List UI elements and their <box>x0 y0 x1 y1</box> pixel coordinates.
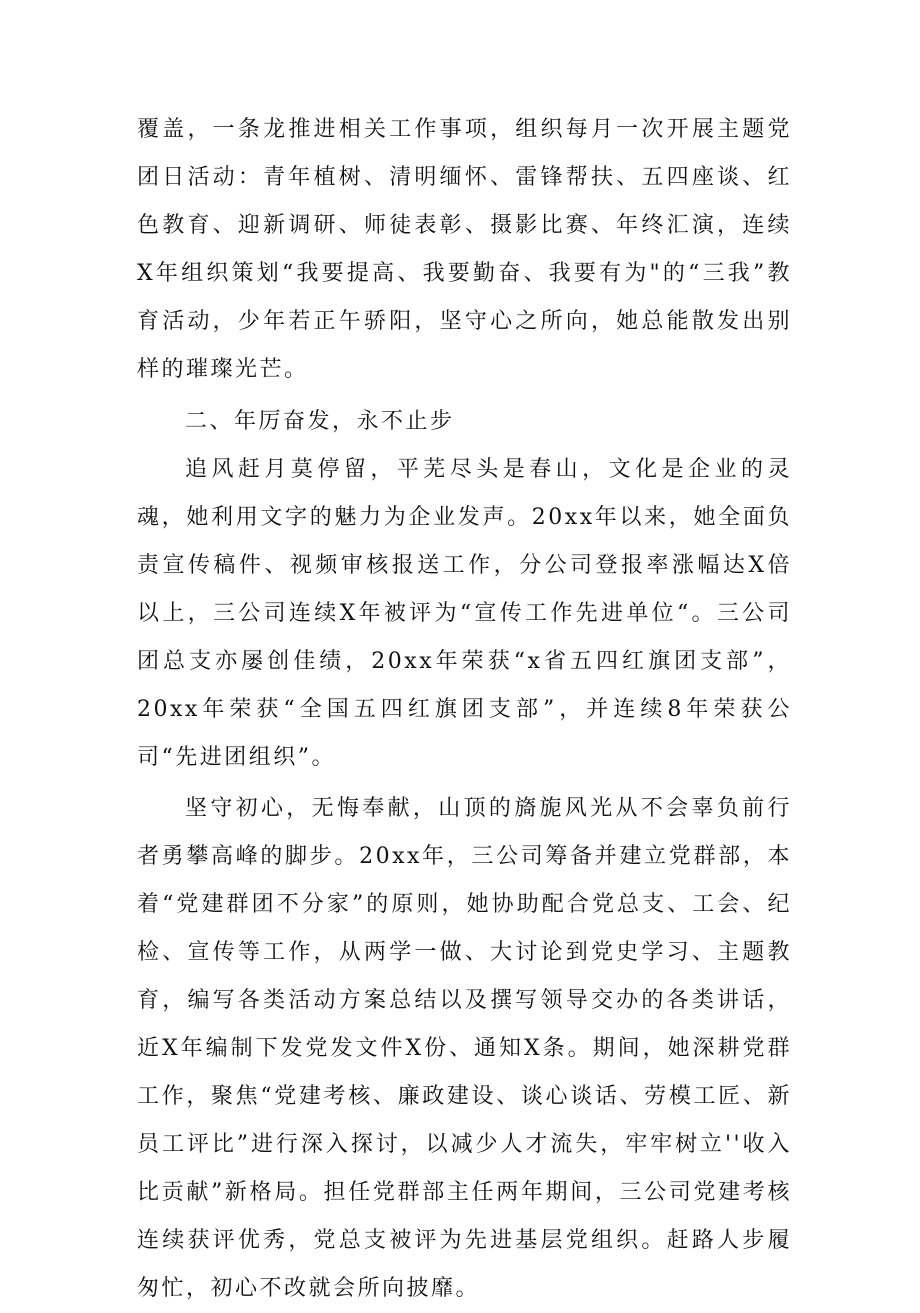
document-body <box>137 106 792 1313</box>
paragraph-party-work: 坚守初心，无悔奉献，山顶的旖旎风光从不会辜负前行者勇攀高峰的脚步。20xx年，三公司筹备并建立党群部，本着“党建群团不分家”的原则，她协助配合党总支、工会、纪检、宣传等工作，从两学一做、大讨论到党史学习、主题教育，编写各类活动方案总结以及撰写领导交办的各类讲话，近X年编制下发党发文件X份、通知X条。期间，她深耕党群工作，聚焦“党建考核、廉政建设、谈心谈话、劳模工匠、新员工评比”进行深入探讨，以减少人才流失，牢牢树立''收入比贡献”新格局。担任党群部主任两年期间，三公司党建考核连续获评优秀，党总支被评为先进基层党组织。赶路人步履匆忙，初心不改就会所向披靡。 <box>137 796 792 1301</box>
paragraph-culture: 追风赶月莫停留，平芜尽头是春山，文化是企业的灵魂，她利用文字的魅力为企业发声。20xx年以来，她全面负责宣传稿件、视频审核报送工作，分公司登报率涨幅达X倍以上，三公司连续X年被评为“宣传工作先进单位“。三公司团总支亦屡创佳绩，20xx年荣获“x省五四红旗团支部”，20xx年荣获“全国五四红旗团支部”，并连续8年荣获公司“先进团组织”。 <box>137 457 792 770</box>
section-heading: 二、年厉奋发，永不止步 <box>185 409 455 434</box>
paragraph-continuation: 覆盖，一条龙推进相关工作事项，组织每月一次开展主题党团日活动：青年植树、清明缅怀、雷锋帮扶、五四座谈、红色教育、迎新调研、师徒表彰、摄影比赛、年终汇演，连续X年组织策划“我要提高、我要勤奋、我要有为"的“三我”教育活动，少年若正午骄阳，坚守心之所向，她总能散发出别样的璀璨光芒。 <box>137 117 792 382</box>
